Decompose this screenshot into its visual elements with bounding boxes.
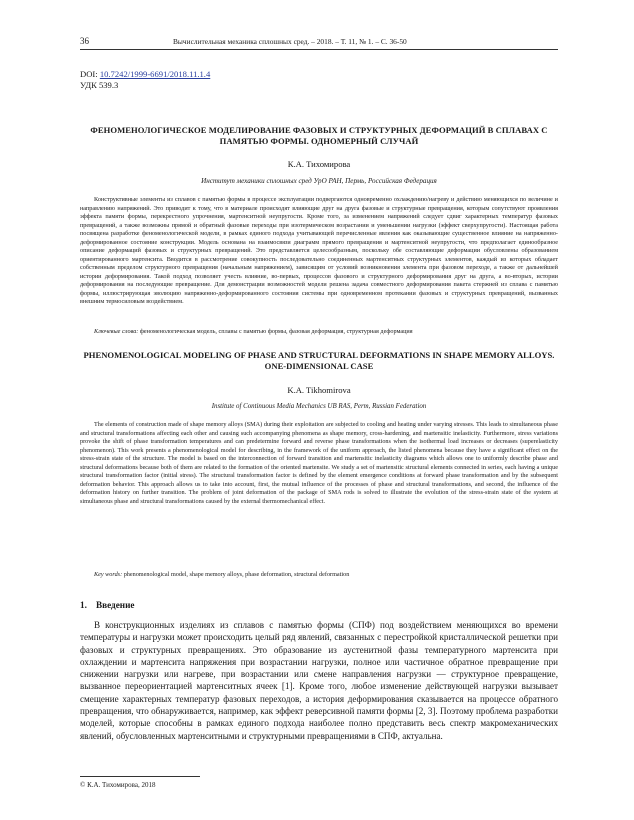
section-heading [80,600,134,610]
running-head [80,36,580,50]
keywords-list-en: phenomenological model, shape memory alloys, phase deformation, structural deformation [122,571,350,578]
doi-label: DOI: [80,69,100,79]
keywords-label-ru: Ключевые слова: [94,328,139,335]
abstract-en: The elements of construction made of shape memory alloys (SMA) during their exploitation are subjected to cooling and heating under varying stresses. This leads to simultaneous phase and structural transformations affecting each other and causing such accompanying phenomena as shape memory, cross-hardening, and martensitic inelasticity. Furthermore, stress variations provoke the shift of phase transformation temperatures and can predetermine forward and reverse phase transformations when the isothermal load increases or decreases (superelasticity phenomenon). This work presents a phenomenological model for describing, in the framework of the uniform approach, the listed phenomena because they have a significant effect on the stress-strain state of the structure. The model is based on the interconnection of forward transition and martensitic inelasticity diagrams which allows one to uniformly describe phase and structural deformations because both of them are related to the formation of the oriented martensite. We study a set of martensitic structural elements connected in series, each having a unique structural transformation factor (initial stress). The structural transformation factor is defined by the element emergence conditions at forward phase transformation and by the subsequent deformation behavior. This approach allows us to take into account, first, the mutual influence of the processes of phase and structural transformations, and second, the influence of the deformation history on further transition. The problem of joint deformation of the package of SMA rods is solved to illustrate the evolution of the stress-strain state of the system at simultaneous phase and structural transformations caused by the external thermomechanical effect. [80,421,558,505]
page-number: 36 [80,36,89,46]
affiliation-ru: Институт механики сплошных сред УрО РАН, Пермь, Российская Федерация [201,177,437,185]
udc-code: УДК 539.3 [80,80,119,90]
keywords-label-en: Key words: [94,571,123,578]
doi-link[interactable]: 10.7242/1999-6691/2018.11.1.4 [99,69,211,79]
keywords-ru [80,328,558,337]
doi-block [80,69,210,91]
keywords-list-ru: феноменологическая модель, сплавы с памятью формы, фазовая деформация, структурная деформация [138,328,413,335]
keywords-en [80,571,558,580]
author-ru: К.А. Тихомирова [287,159,351,169]
header-divider [80,49,558,50]
intro-paragraph: В конструкционных изделиях из сплавов с памятью формы (СПФ) под воздействием меняющихся во времени температуры и нагрузки может происходить целый ряд явлений, связанных с перестройкой кристаллической решетки при фазовых и структурных превращениях. Это образование из аустенитной фазы температурного мартенсита при охлаждении и мартенсита напряжения при возрастании нагрузки, полное или частичное обратное превращение при снижении нагрузки или нагреве, при возрастании или смене направления нагрузки — структурное превращение, вызванное переориентацией мартенситных ячеек [1]. Кроме того, любое изменение действующей нагрузки вызывает смещение характерных температур фазовых переходов, а история деформирования сказывается на процессе обратного превращения, что обнаруживается, например, как эффект реверсивной памяти формы [2, 3]. Поэтому проблема разработки моделей, которые способны в рамках единого подхода наиболее полно представить весь спектр макромеханических явлений, обусловленных мартенситными и структурными превращениями в СПФ, актуальна. [80,620,558,741]
abstract-ru: Конструктивные элементы из сплавов с памятью формы в процессе эксплуатации подвергаются одновременно охлаждению/нагреву и действию меняющихся по величине и направлению напряжений. Это приводит к тому, что в материале происходят влияющие друг на друга фазовые и структурные превращения, которым сопутствуют проявления эффекта памяти формы, перекрестного упрочнения, мартенситной неупругости. Кроме того, за изменением напряжений следует сдвиг характерных температур фазовых превращений, а также возможны прямой и обратный фазовые переходы при изотермическом возрастании и уменьшении нагрузки (эффект сверхупругости). Настоящая работа посвящена разработке феноменологической модели, в рамках единого подхода учитывающей перечисленные явления как оказывающие существенное влияние на напряженно-деформированное состояние конструкции. Модель основана на взаимосвязи диаграмм прямого превращения и мартенситной неупругости, что предполагает единообразное описание деформаций фазовых и структурных превращений. Это представляется целесообразным, поскольку обе составляющие деформации обусловлены образованием ориентированного мартенсита. Вводится в рассмотрение совокупность последовательно соединенных мартенситных структурных элементов, каждый из которых обладает собственным пределом структурного превращения (начальным напряжением), зависящим от условий возникновения элемента при фазовом переходе, а также от дальнейшей истории деформирования. Такой подход позволяет учесть влияние, во-первых, процессов фазового и структурного деформирования друг на друга, а во-вторых, истории деформирования на последующие превращение. Для демонстрации возможностей модели решена задача совместного деформирования пакета стержней из сплава с памятью формы, иллюстрирующая эволюцию напряженно-деформированного состояния системы при одновременном протекании фазовых и структурных превращений, вызванных внешним термосиловым воздействием. [80,196,558,305]
journal-citation: Вычислительная механика сплошных сред. – 2018. – Т. 11, № 1. – С. 36-50 [173,37,407,46]
doi-line [80,69,210,80]
affiliation-en: Institute of Continuous Media Mechanics UB RAS, Perm, Russian Federation [211,403,427,410]
article-title-ru: ФЕНОМЕНОЛОГИЧЕСКОЕ МОДЕЛИРОВАНИЕ ФАЗОВЫХ И СТРУКТУРНЫХ ДЕФОРМАЦИЙ В СПЛАВАХ С ПАМЯТЬЮ ФОРМЫ. ОДНОМЕРНЫЙ СЛУЧАЙ [90,125,548,146]
author-en: K.A. Tikhomirova [287,385,351,395]
section-number: 1. [80,600,87,610]
copyright-notice: © К.А. Тихомирова, 2018 [80,781,156,789]
section-title: Введение [96,600,135,610]
article-title-en: PHENOMENOLOGICAL MODELING OF PHASE AND STRUCTURAL DEFORMATIONS IN SHAPE MEMORY ALLOYS. ONE-DIMENSIONAL CASE [83,350,555,371]
footer-divider [80,776,200,777]
